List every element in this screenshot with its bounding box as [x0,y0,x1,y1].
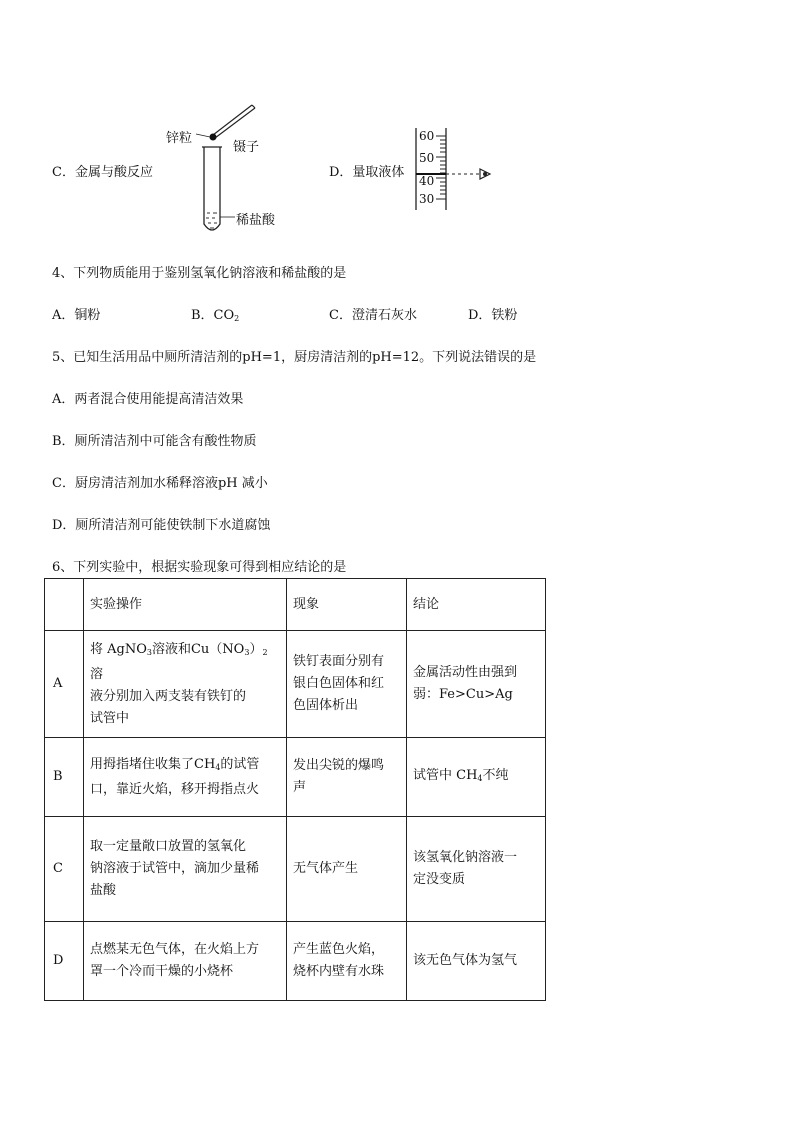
acid-label: 稀盐酸 [236,213,276,228]
question-4-options [52,304,612,324]
row-operation [84,631,287,738]
text-fragment: 溶 [90,666,104,682]
phenomenon-line: 烧杯内壁有水珠 [293,964,385,979]
operation-line: 钠溶液于试管中，滴加少量稀 [90,861,260,876]
q5-option-a: A．两者混合使用能提高清洁效果 [52,392,244,407]
cylinder-tick-30: 30 [419,192,435,206]
figure-d [0,0,794,240]
phenomenon-line: 银白色固体和红 [293,676,385,691]
conclusion-line: 该氢氧化钠溶液一 [413,850,518,865]
row-phenomenon [287,738,407,817]
subscript: 4 [215,762,221,772]
q4-option-c: C．澄清石灰水 [329,308,417,323]
q4-option-d: D．铁粉 [468,308,518,323]
table-row [45,631,546,738]
figure-d-caption: D．量取液体 [329,165,405,180]
operation-line: 盐酸 [90,883,117,898]
row-label: D [45,922,84,1001]
subscript: 3 [146,647,152,657]
q5-option-d: D．厕所清洁剂可能使铁制下水道腐蚀 [52,518,271,533]
q4-option-a: A．铜粉 [52,308,101,323]
row-operation [84,738,287,817]
row-label: B [45,738,84,817]
conclusion-line: 金属活动性由强到 [413,665,518,680]
operation-line [90,639,280,686]
question-5-stem: 5、已知生活用品中厕所清洁剂的pH=1，厨房清洁剂的pH=12。下列说法错误的是 [52,350,537,365]
text-fragment: 不纯 [482,767,509,783]
row-conclusion [407,738,546,817]
row-conclusion [407,922,546,1001]
figure-c-caption: C．金属与酸反应 [52,165,153,180]
row-conclusion [407,817,546,922]
phenomenon-line: 铁钉表面分别有 [293,654,385,669]
cylinder-tick-60: 60 [419,129,435,143]
question-4-stem: 4、下列物质能用于鉴别氢氧化钠溶液和稀盐酸的是 [52,266,347,281]
cylinder-tick-50: 50 [419,151,435,165]
experiment-table [44,578,546,1001]
phenomenon-line: 色固体析出 [293,698,359,713]
q4-option-b [191,304,239,323]
text-fragment: 的试管 [220,756,260,772]
row-operation [84,922,287,1001]
table-row [45,738,546,817]
text-fragment: 试管中 CH [413,767,478,783]
conclusion-line [413,765,539,790]
subscript: 3 [244,647,250,657]
operation-line: 取一定量敞口放置的氢氧化 [90,839,247,854]
conclusion-line: 该无色气体为氢气 [413,953,518,968]
text-fragment: 用拇指堵住收集了CH [90,756,216,772]
header-conclusion: 结论 [407,579,546,631]
header-operation: 实验操作 [84,579,287,631]
row-phenomenon [287,922,407,1001]
table-row [45,817,546,922]
text-fragment: 溶液和Cu（NO [151,641,245,657]
question-6-stem: 6、下列实验中，根据实验现象可得到相应结论的是 [52,560,347,575]
row-label: C [45,817,84,922]
row-phenomenon [287,817,407,922]
operation-line [90,754,280,779]
row-operation [84,817,287,922]
phenomenon-line: 发出尖锐的爆鸣 [293,758,385,773]
phenomenon-line: 产生蓝色火焰， [293,942,385,957]
phenomenon-line: 无气体产生 [293,861,359,876]
text-fragment: ） [249,641,263,657]
zinc-label: 锌粒 [166,131,193,146]
operation-line: 罩一个冷而干燥的小烧杯 [90,964,234,979]
operation-line: 点燃某无色气体，在火焰上方 [90,942,260,957]
cylinder-tick-40: 40 [419,174,435,188]
row-label: A [45,631,84,738]
table-corner-cell [45,579,84,631]
operation-line: 口，靠近火焰，移开拇指点火 [90,781,260,797]
row-phenomenon [287,631,407,738]
text-fragment: 将 AgNO [90,641,147,657]
phenomenon-line: 声 [293,780,307,795]
subscript: 4 [477,773,483,783]
conclusion-line: 弱：Fe>Cu>Ag [413,687,513,702]
subscript: 2 [262,647,268,657]
q5-option-b: B．厕所清洁剂中可能含有酸性物质 [52,434,257,449]
table-header-row [45,579,546,631]
table-row [45,922,546,1001]
operation-line: 试管中 [90,710,130,726]
q4-option-b-sub: 2 [234,314,240,323]
q5-option-c: C．厨房清洁剂加水稀释溶液pH 减小 [52,476,268,491]
conclusion-line: 定没变质 [413,872,466,887]
tweezers-label: 镊子 [233,140,260,155]
q4-option-b-text: B．CO [191,308,235,323]
header-phenomenon: 现象 [287,579,407,631]
row-conclusion [407,631,546,738]
operation-line: 液分别加入两支装有铁钉的 [90,688,247,704]
